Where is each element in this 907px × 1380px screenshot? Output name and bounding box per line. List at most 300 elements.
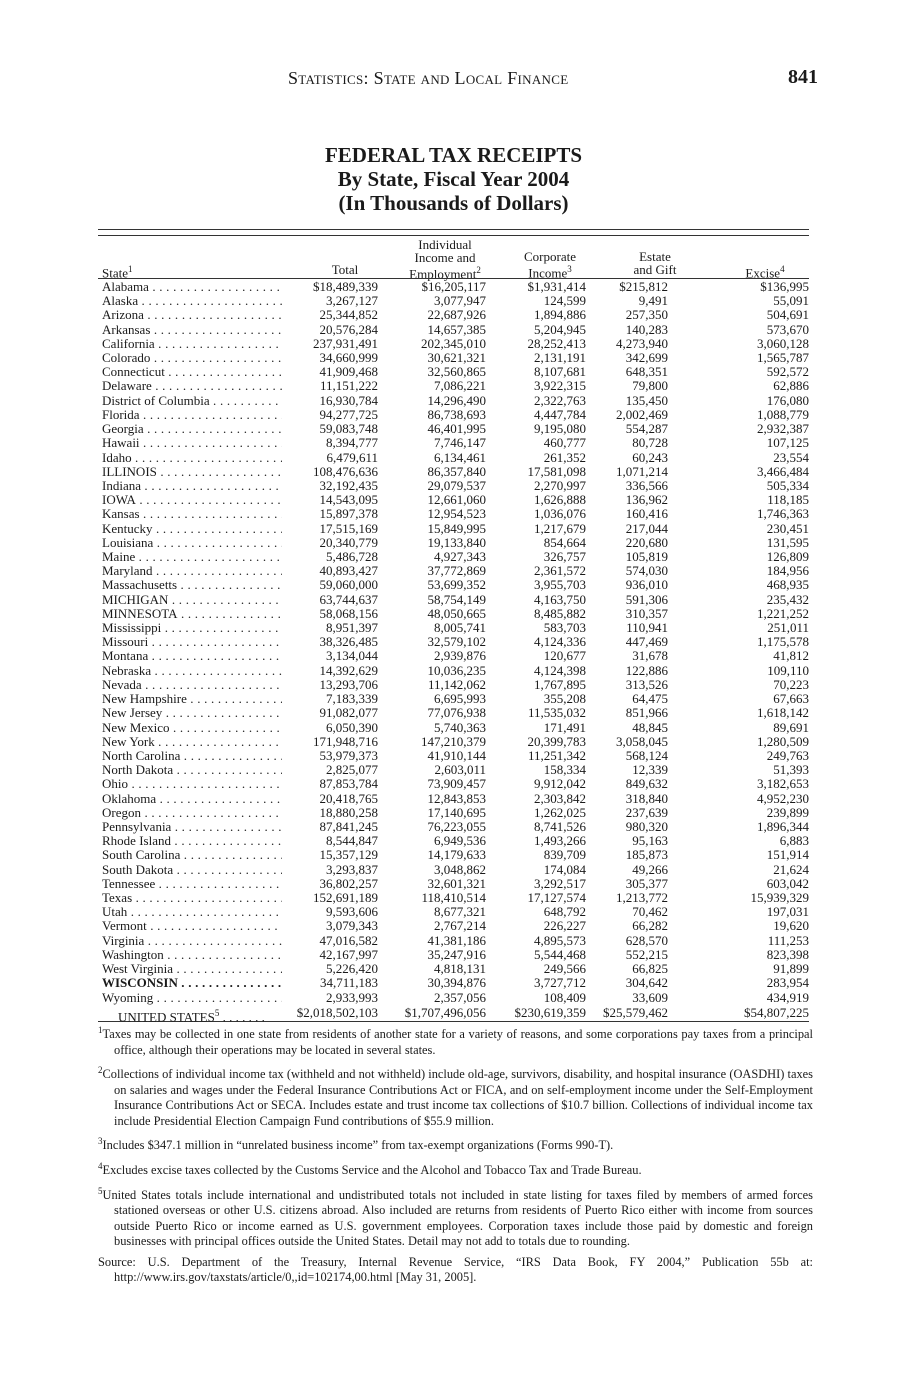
table-row xyxy=(0,948,907,962)
state-cell: Nevada . . . xyxy=(102,678,282,692)
excise-cell: 3,182,653 xyxy=(757,776,809,792)
totals-corporate: $230,619,359 xyxy=(514,1005,586,1020)
corporate-cell: 460,777 xyxy=(543,435,586,451)
state-cell: MINNESOTA . . . xyxy=(102,607,282,621)
estate-cell: 12,339 xyxy=(632,762,668,778)
table-row xyxy=(0,451,907,465)
individual-cell: 5,740,363 xyxy=(434,719,486,735)
individual-cell: 17,140,695 xyxy=(427,804,486,820)
table-row xyxy=(0,834,907,848)
excise-cell: 151,914 xyxy=(766,847,809,863)
excise-cell: 107,125 xyxy=(766,435,809,451)
excise-cell: 1,175,578 xyxy=(757,634,809,650)
individual-cell: 12,843,853 xyxy=(427,790,486,806)
corporate-cell: 5,204,945 xyxy=(534,321,586,337)
individual-cell: 2,939,876 xyxy=(434,648,486,664)
estate-cell: 849,632 xyxy=(625,776,668,792)
excise-cell: 2,932,387 xyxy=(757,421,809,437)
total-cell: 16,930,784 xyxy=(319,392,378,408)
state-cell: WISCONSIN . . . xyxy=(102,976,282,990)
state-cell: Florida . . . xyxy=(102,408,282,422)
individual-cell: 77,076,938 xyxy=(427,705,486,721)
excise-cell: 251,011 xyxy=(767,620,809,636)
table-row xyxy=(0,422,907,436)
excise-cell: 109,110 xyxy=(767,662,809,678)
header-corporate: Corporate Income$^3$ xyxy=(524,249,576,281)
total-cell: 94,277,725 xyxy=(319,406,378,422)
total-cell: 58,068,156 xyxy=(319,605,378,621)
running-head xyxy=(288,66,818,90)
total-cell: 2,825,077 xyxy=(326,762,378,778)
corporate-cell: 3,955,703 xyxy=(534,577,586,593)
estate-cell: 257,350 xyxy=(625,307,668,323)
excise-cell: 1,221,252 xyxy=(757,605,809,621)
excise-cell: 468,935 xyxy=(766,577,809,593)
state-cell: Virginia . . . xyxy=(102,934,282,948)
individual-cell: 46,401,995 xyxy=(427,421,486,437)
total-cell: 15,897,378 xyxy=(319,506,378,522)
corporate-cell: 249,566 xyxy=(543,961,586,977)
table-row xyxy=(0,621,907,635)
estate-cell: 313,526 xyxy=(625,676,668,692)
table-row xyxy=(0,877,907,891)
table-row xyxy=(0,706,907,720)
individual-cell: 76,223,055 xyxy=(427,818,486,834)
corporate-cell: 583,703 xyxy=(543,620,586,636)
table-row xyxy=(0,664,907,678)
estate-cell: 851,966 xyxy=(625,705,668,721)
total-cell: 6,479,611 xyxy=(326,449,378,465)
corporate-cell: 1,217,679 xyxy=(534,520,586,536)
estate-cell: 628,570 xyxy=(625,932,668,948)
excise-cell: 111,253 xyxy=(767,932,809,948)
estate-cell: 136,962 xyxy=(625,492,668,508)
table-row xyxy=(0,408,907,422)
corporate-cell: 4,895,573 xyxy=(534,932,586,948)
corporate-cell: 2,270,997 xyxy=(534,477,586,493)
total-cell: 13,293,706 xyxy=(319,676,378,692)
header-state: State$^1$ xyxy=(102,264,133,281)
corporate-cell: 8,107,681 xyxy=(534,364,586,380)
excise-cell: 592,572 xyxy=(766,364,809,380)
estate-cell: 122,886 xyxy=(625,662,668,678)
state-cell: North Dakota . . . xyxy=(102,763,282,777)
corporate-cell: 3,292,517 xyxy=(534,875,586,891)
footnotes xyxy=(98,1023,813,1286)
total-cell: 63,744,637 xyxy=(319,591,378,607)
total-cell: 5,486,728 xyxy=(326,548,378,564)
individual-cell: 86,738,693 xyxy=(427,406,486,422)
top-rule-inner xyxy=(98,235,809,236)
table-row xyxy=(0,806,907,820)
corporate-cell: 648,792 xyxy=(543,904,586,920)
state-cell: IOWA . . . xyxy=(102,493,282,507)
estate-cell: 9,491 xyxy=(638,293,668,309)
table-row xyxy=(0,593,907,607)
table-row xyxy=(0,934,907,948)
individual-cell: 4,927,343 xyxy=(434,548,486,564)
total-cell: 7,183,339 xyxy=(326,691,378,707)
individual-cell: 2,767,214 xyxy=(434,918,486,934)
state-cell: Washington . . . xyxy=(102,948,282,962)
table-row xyxy=(0,905,907,919)
state-cell: Rhode Island . . . xyxy=(102,834,282,848)
total-cell: 59,060,000 xyxy=(319,577,378,593)
estate-cell: 185,873 xyxy=(625,847,668,863)
table-row xyxy=(0,891,907,905)
total-cell: 14,392,629 xyxy=(319,662,378,678)
table-row xyxy=(0,863,907,877)
total-cell: 9,593,606 xyxy=(326,904,378,920)
estate-cell: 304,642 xyxy=(625,975,668,991)
total-cell: 6,050,390 xyxy=(326,719,378,735)
individual-cell: 48,050,665 xyxy=(427,605,486,621)
estate-cell: 936,010 xyxy=(625,577,668,593)
table-row xyxy=(0,394,907,408)
state-cell: Utah . . . xyxy=(102,905,282,919)
estate-cell: 552,215 xyxy=(625,946,668,962)
individual-cell: 41,381,186 xyxy=(427,932,486,948)
total-cell: 3,134,044 xyxy=(326,648,378,664)
excise-cell: 230,451 xyxy=(766,520,809,536)
estate-cell: 70,462 xyxy=(632,904,668,920)
state-cell: California . . . xyxy=(102,337,282,351)
state-cell: Arizona . . . xyxy=(102,308,282,322)
table-row xyxy=(0,294,907,308)
individual-cell: 14,296,490 xyxy=(427,392,486,408)
estate-cell: 4,273,940 xyxy=(616,335,668,351)
excise-cell: 15,939,329 xyxy=(750,890,809,906)
state-cell: Nebraska . . . xyxy=(102,664,282,678)
corporate-cell: 2,361,572 xyxy=(534,563,586,579)
table-units: (In Thousands of Dollars) xyxy=(338,191,569,215)
total-cell: 91,082,077 xyxy=(319,705,378,721)
individual-cell: 6,134,461 xyxy=(434,449,486,465)
individual-cell: 22,687,926 xyxy=(427,307,486,323)
estate-cell: 342,699 xyxy=(625,350,668,366)
total-cell: 8,544,847 xyxy=(326,833,378,849)
estate-cell: 447,469 xyxy=(625,634,668,650)
table-row xyxy=(0,550,907,564)
individual-cell: 202,345,010 xyxy=(421,335,486,351)
state-cell: Maryland . . . xyxy=(102,564,282,578)
total-cell: 20,418,765 xyxy=(319,790,378,806)
table-row xyxy=(0,479,907,493)
total-cell: 47,016,582 xyxy=(319,932,378,948)
individual-cell: 8,005,741 xyxy=(434,620,486,636)
corporate-cell: 9,195,080 xyxy=(534,421,586,437)
total-cell: 20,576,284 xyxy=(319,321,378,337)
table-row xyxy=(0,280,907,294)
state-cell: Hawaii . . . xyxy=(102,436,282,450)
totals-row xyxy=(0,1005,907,1025)
corporate-cell: 2,131,191 xyxy=(534,350,586,366)
estate-cell: 3,058,045 xyxy=(616,733,668,749)
corporate-cell: 355,208 xyxy=(543,691,586,707)
corporate-cell: 4,124,398 xyxy=(534,662,586,678)
table-row xyxy=(0,692,907,706)
excise-cell: 1,896,344 xyxy=(757,818,809,834)
total-cell: 20,340,779 xyxy=(319,534,378,550)
totals-estate: $25,579,462 xyxy=(603,1005,668,1020)
estate-cell: 980,320 xyxy=(625,818,668,834)
corporate-cell: 5,544,468 xyxy=(534,946,586,962)
individual-cell: 6,695,993 xyxy=(434,691,486,707)
corporate-cell: 3,727,712 xyxy=(534,975,586,991)
estate-cell: 66,282 xyxy=(632,918,668,934)
source-note: Source: U.S. Department of the Treasury, Internal Revenue Service, “IRS Data Book, FY 2004,” Publication 55b at: http://www.irs.gov/taxstats/article/0,,id=102174,00.html [May 31, 2005]. xyxy=(98,1254,813,1285)
total-cell: 8,951,397 xyxy=(326,620,378,636)
state-cell: Oregon . . . xyxy=(102,806,282,820)
individual-cell: 32,579,102 xyxy=(427,634,486,650)
estate-cell: 31,678 xyxy=(632,648,668,664)
individual-cell: 53,699,352 xyxy=(427,577,486,593)
total-cell: 34,711,183 xyxy=(319,975,378,991)
individual-cell: 35,247,916 xyxy=(427,946,486,962)
estate-cell: 95,163 xyxy=(632,833,668,849)
corporate-cell: 20,399,783 xyxy=(527,733,586,749)
state-cell: Arkansas . . . xyxy=(102,323,282,337)
individual-cell: 58,754,149 xyxy=(427,591,486,607)
state-cell: Kentucky . . . xyxy=(102,522,282,536)
estate-cell: 49,266 xyxy=(632,861,668,877)
individual-cell: 41,910,144 xyxy=(427,747,486,763)
individual-cell: 12,661,060 xyxy=(427,492,486,508)
estate-cell: 574,030 xyxy=(625,563,668,579)
individual-cell: 8,677,321 xyxy=(434,904,486,920)
corporate-cell: 8,485,882 xyxy=(534,605,586,621)
total-cell: 36,802,257 xyxy=(319,875,378,891)
state-cell: Texas . . . xyxy=(102,891,282,905)
excise-cell: 1,618,142 xyxy=(757,705,809,721)
state-cell: MICHIGAN . . . xyxy=(102,593,282,607)
table-row xyxy=(0,522,907,536)
excise-cell: 23,554 xyxy=(773,449,809,465)
estate-cell: 217,044 xyxy=(625,520,668,536)
excise-cell: 184,956 xyxy=(766,563,809,579)
corporate-cell: 9,912,042 xyxy=(534,776,586,792)
individual-cell: 15,849,995 xyxy=(427,520,486,536)
excise-cell: 3,466,484 xyxy=(757,463,809,479)
excise-cell: 1,280,509 xyxy=(757,733,809,749)
individual-cell: 3,077,947 xyxy=(434,293,486,309)
estate-cell: 336,566 xyxy=(625,477,668,493)
excise-cell: 51,393 xyxy=(773,762,809,778)
footnote-4: $^4$Excludes excise taxes collected by the Customs Service and the Alcohol and Tobacco Tax and Trade Bureau. xyxy=(98,1160,642,1177)
estate-cell: 64,475 xyxy=(632,691,668,707)
state-cell: Vermont . . . xyxy=(102,919,282,933)
corporate-cell: 1,626,888 xyxy=(534,492,586,508)
state-cell: Ohio . . . xyxy=(102,777,282,791)
estate-cell: 135,450 xyxy=(625,392,668,408)
top-rule xyxy=(98,229,809,230)
table-row xyxy=(0,777,907,791)
table-row xyxy=(0,792,907,806)
individual-cell: 32,560,865 xyxy=(427,364,486,380)
excise-cell: 4,952,230 xyxy=(757,790,809,806)
excise-cell: 3,060,128 xyxy=(757,335,809,351)
excise-cell: 176,080 xyxy=(766,392,809,408)
excise-cell: 126,809 xyxy=(766,548,809,564)
table-title: FEDERAL TAX RECEIPTS xyxy=(324,143,583,167)
state-cell: ILLINOIS . . . xyxy=(102,465,282,479)
state-cell: Maine . . . xyxy=(102,550,282,564)
table-row xyxy=(0,436,907,450)
table-row xyxy=(0,721,907,735)
header-excise: Excise$^4$ xyxy=(745,264,785,281)
individual-cell: 14,657,385 xyxy=(427,321,486,337)
state-cell: North Carolina . . . xyxy=(102,749,282,763)
individual-cell: 14,179,633 xyxy=(427,847,486,863)
excise-cell: 89,691 xyxy=(773,719,809,735)
individual-cell: 73,909,457 xyxy=(427,776,486,792)
estate-cell: 305,377 xyxy=(625,875,668,891)
corporate-cell: 11,535,032 xyxy=(527,705,586,721)
table-row xyxy=(0,578,907,592)
corporate-cell: 261,352 xyxy=(543,449,586,465)
excise-cell: 55,091 xyxy=(773,293,809,309)
corporate-cell: 326,757 xyxy=(543,548,586,564)
total-cell: 5,226,420 xyxy=(326,961,378,977)
total-cell: 32,192,435 xyxy=(319,477,378,493)
excise-cell: 41,812 xyxy=(773,648,809,664)
estate-cell: 80,728 xyxy=(632,435,668,451)
corporate-cell: 17,581,098 xyxy=(527,463,586,479)
excise-cell: 573,670 xyxy=(766,321,809,337)
corporate-cell: 1,493,266 xyxy=(534,833,586,849)
table-row xyxy=(0,337,907,351)
header-total: Total xyxy=(331,262,359,277)
table-subtitle: By State, Fiscal Year 2004 xyxy=(337,167,570,191)
individual-cell: 3,048,862 xyxy=(434,861,486,877)
total-cell: 34,660,999 xyxy=(319,350,378,366)
excise-cell: 118,185 xyxy=(767,492,809,508)
total-cell: 237,931,491 xyxy=(313,335,378,351)
footnote-2: $^2$Collections of individual income tax (withheld and not withheld) include old-age, survivors, disability, and hospital insurance (OASDHI) taxes on salaries and wages under the Federal Insurance Contributions Act or FICA, and on self-employment income under the Self-Employment Insurance Contributions Act or SECA. Includes estate and trust income tax collections of $10.7 billion. Collections of individual income tax include Presidential Election Campaign Fund contributions of $55.9 million. xyxy=(98,1065,813,1128)
corporate-cell: 8,741,526 xyxy=(534,818,586,834)
table-row xyxy=(0,607,907,621)
excise-cell: 6,883 xyxy=(779,833,809,849)
corporate-cell: 174,084 xyxy=(543,861,586,877)
header-estate: Estate and Gift xyxy=(633,249,677,277)
estate-cell: 310,357 xyxy=(625,605,668,621)
individual-cell: 30,621,321 xyxy=(427,350,486,366)
table-row xyxy=(0,749,907,763)
estate-cell: 318,840 xyxy=(625,790,668,806)
table-row xyxy=(0,635,907,649)
total-cell: 87,841,245 xyxy=(319,818,378,834)
state-cell: Wyoming . . . xyxy=(102,991,282,1005)
table-row xyxy=(0,507,907,521)
state-cell: Louisiana . . . xyxy=(102,536,282,550)
individual-cell: 4,818,131 xyxy=(434,961,486,977)
estate-cell: 105,819 xyxy=(625,548,668,564)
state-cell: Indiana . . . xyxy=(102,479,282,493)
state-cell: Alaska . . . xyxy=(102,294,282,308)
estate-cell: 60,243 xyxy=(632,449,668,465)
corporate-cell: 4,124,336 xyxy=(534,634,586,650)
excise-cell: 1,565,787 xyxy=(757,350,809,366)
excise-cell: 283,954 xyxy=(766,975,809,991)
individual-cell: 86,357,840 xyxy=(427,463,486,479)
total-cell: 171,948,716 xyxy=(313,733,378,749)
total-cell: 17,515,169 xyxy=(319,520,378,536)
corporate-cell: $1,931,414 xyxy=(527,279,586,294)
individual-cell: 37,772,869 xyxy=(427,563,486,579)
corporate-cell: 226,227 xyxy=(543,918,586,934)
corporate-cell: 839,709 xyxy=(543,847,586,863)
total-cell: 8,394,777 xyxy=(326,435,378,451)
state-cell: South Carolina . . . xyxy=(102,848,282,862)
individual-cell: 32,601,321 xyxy=(427,875,486,891)
total-cell: 3,267,127 xyxy=(326,293,378,309)
corporate-cell: 1,767,895 xyxy=(534,676,586,692)
table-row xyxy=(0,991,907,1005)
corporate-cell: 3,922,315 xyxy=(534,378,586,394)
estate-cell: 568,124 xyxy=(625,747,668,763)
totals-total: $2,018,502,103 xyxy=(296,1005,378,1020)
excise-cell: 91,899 xyxy=(773,961,809,977)
state-cell: Tennessee . . . xyxy=(102,877,282,891)
state-cell: New Mexico . . . xyxy=(102,721,282,735)
table-row xyxy=(0,323,907,337)
corporate-cell: 1,894,886 xyxy=(534,307,586,323)
state-cell: Colorado . . . xyxy=(102,351,282,365)
excise-cell: 1,088,779 xyxy=(757,406,809,422)
excise-cell: 239,899 xyxy=(766,804,809,820)
excise-cell: 434,919 xyxy=(766,989,809,1005)
individual-cell: 6,949,536 xyxy=(434,833,486,849)
header-individual: Individual Income and Employment$^2$ xyxy=(409,237,481,282)
table-row xyxy=(0,379,907,393)
footnote-1: $^1$Taxes may be collected in one state from residents of another state for a variety of reasons, and some corporations pay taxes from a principal office, although their operations may be located in several states. xyxy=(98,1025,813,1057)
individual-cell: 2,603,011 xyxy=(434,762,486,778)
individual-cell: 12,954,523 xyxy=(427,506,486,522)
footnote-5: $^5$United States totals include international and undistributed totals not included in state listing for taxes filed by members of armed forces stationed overseas or other U.S. citizens abroad. Also included are returns from residents of Puerto Rico either with income from sources outside Puerto Rico or income earned as U.S. government employees. Corporation taxes include those paid by domestic and foreign businesses with principal offices outside the United States. Detail may not add to totals due to rounding. xyxy=(98,1185,813,1249)
individual-cell: 7,746,147 xyxy=(434,435,486,451)
excise-cell: 62,886 xyxy=(773,378,809,394)
total-cell: 41,909,468 xyxy=(319,364,378,380)
individual-cell: 118,410,514 xyxy=(421,890,486,906)
total-cell: 59,083,748 xyxy=(319,421,378,437)
excise-cell: 603,042 xyxy=(766,875,809,891)
table-row xyxy=(0,678,907,692)
state-cell: Pennsylvania . . . xyxy=(102,820,282,834)
estate-cell: 110,941 xyxy=(626,620,668,636)
table-row xyxy=(0,820,907,834)
estate-cell: 554,287 xyxy=(625,421,668,437)
individual-cell: 19,133,840 xyxy=(427,534,486,550)
state-cell: Connecticut . . . xyxy=(102,365,282,379)
estate-cell: 66,825 xyxy=(632,961,668,977)
corporate-cell: 158,334 xyxy=(543,762,586,778)
total-cell: 15,357,129 xyxy=(319,847,378,863)
individual-cell: 7,086,221 xyxy=(434,378,486,394)
corporate-cell: 2,322,763 xyxy=(534,392,586,408)
excise-cell: 19,620 xyxy=(773,918,809,934)
estate-cell: 1,213,772 xyxy=(616,890,668,906)
estate-cell: 140,283 xyxy=(625,321,668,337)
corporate-cell: 1,262,025 xyxy=(534,804,586,820)
state-cell: New Jersey . . . xyxy=(102,706,282,720)
individual-cell: 147,210,379 xyxy=(421,733,486,749)
corporate-cell: 854,664 xyxy=(543,534,586,550)
excise-cell: $136,995 xyxy=(760,279,809,294)
state-cell: New Hampshire . . . xyxy=(102,692,282,706)
estate-cell: 33,609 xyxy=(632,989,668,1005)
total-cell: 53,979,373 xyxy=(319,747,378,763)
totals-individual: $1,707,496,056 xyxy=(404,1005,486,1020)
